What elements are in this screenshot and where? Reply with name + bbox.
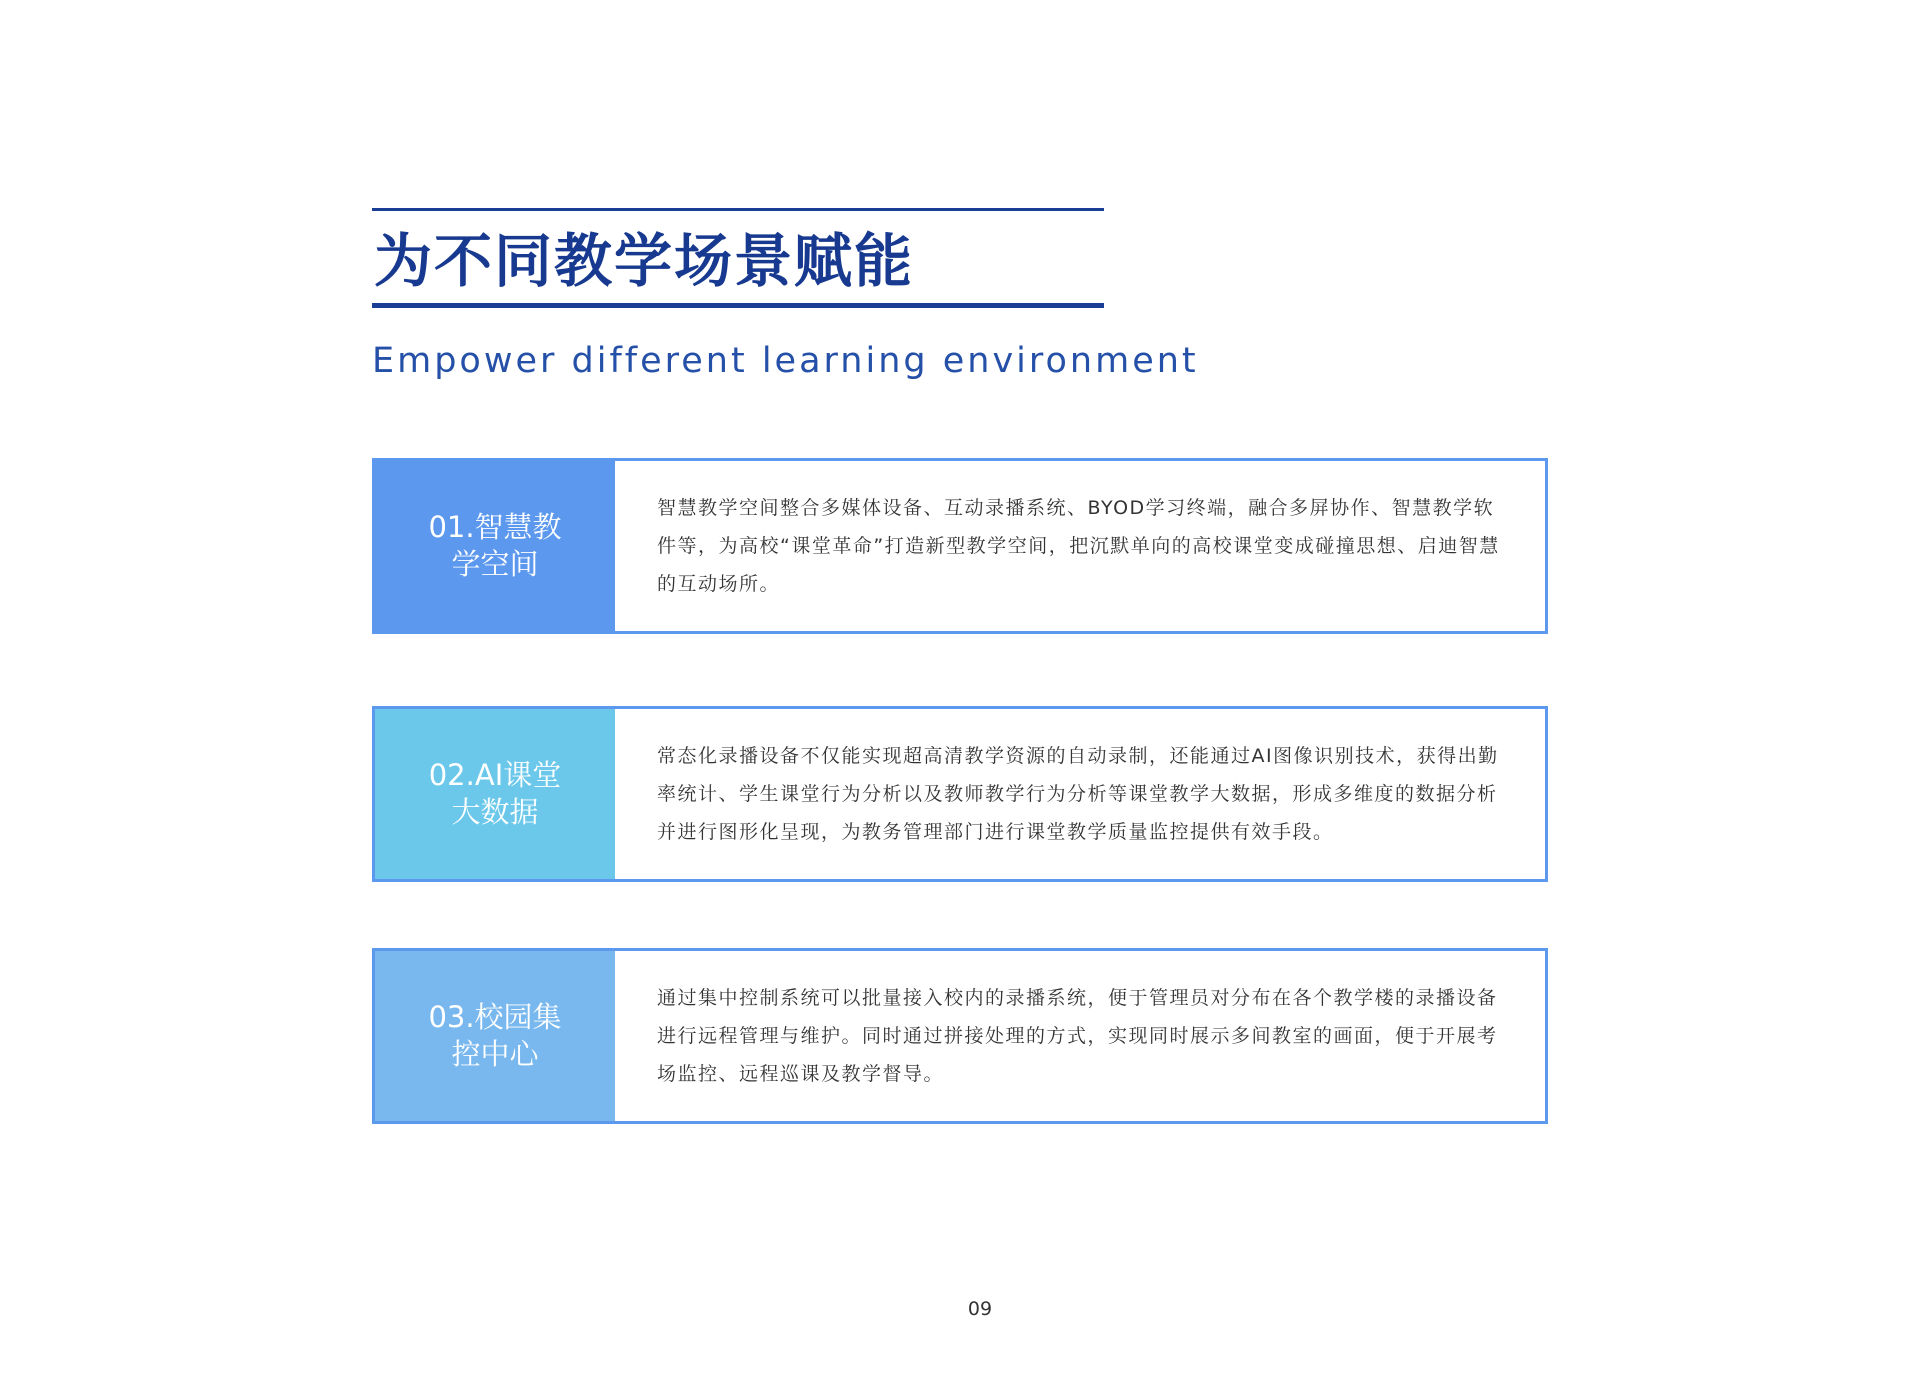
card-ai-classroom-data [372,706,1548,882]
card-heading: 02.AI课堂大数据 [428,758,562,829]
card-body [615,951,1545,1121]
page-subtitle: Empower different learning environment [372,341,1199,381]
card-heading-block [375,709,615,879]
card-smart-teaching-space [372,458,1548,634]
card-body [615,709,1545,879]
card-description: 常态化录播设备不仅能实现超高清教学资源的自动录制，还能通过AI图像识别技术，获得出勤率统计、学生课堂行为分析以及教师教学行为分析等课堂教学大数据，形成多维度的数据分析并进行图形化呈现，为教务管理部门进行课堂教学质量监控提供有效手段。 [657,745,1499,843]
title-rule-top [372,208,1104,211]
title-rule-bottom [372,303,1104,308]
card-campus-control-center [372,948,1548,1124]
card-description: 通过集中控制系统可以批量接入校内的录播系统，便于管理员对分布在各个教学楼的录播设备进行远程管理与维护。同时通过拼接处理的方式，实现同时展示多间教室的画面，便于开展考场监控、远程巡课及教学督导。 [657,987,1498,1085]
card-heading-block [375,951,615,1121]
card-heading-block [375,461,615,631]
card-body [615,461,1545,631]
page-title: 为不同教学场景赋能 [374,227,915,295]
page-number: 09 [967,1298,993,1320]
card-heading: 01.智慧教学空间 [428,510,562,581]
card-heading: 03.校园集控中心 [428,1000,562,1071]
card-description: 智慧教学空间整合多媒体设备、互动录播系统、BYOD学习终端，融合多屏协作、智慧教学软件等，为高校“课堂革命”打造新型教学空间，把沉默单向的高校课堂变成碰撞思想、启迪智慧的互动场所。 [657,497,1500,595]
